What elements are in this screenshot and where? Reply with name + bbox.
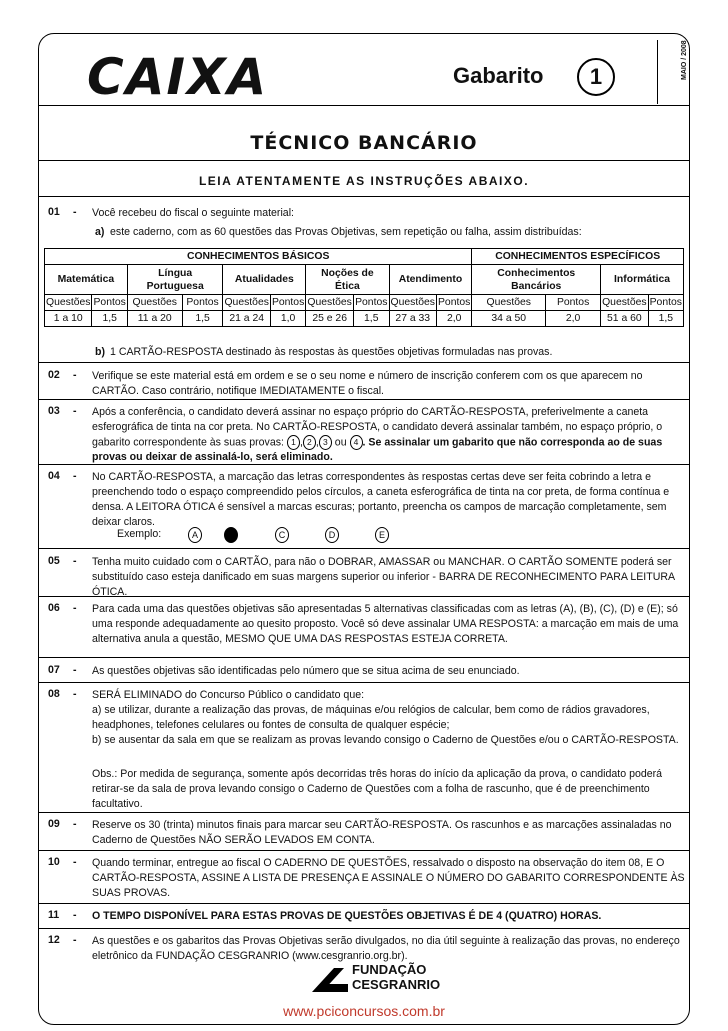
pontos-value: 1,5: [182, 311, 223, 327]
header-rule: [38, 105, 690, 106]
gabarito-bubble: 1: [287, 435, 300, 450]
item-12-text: As questões e os gabaritos das Provas Objetivas serão divulgados, no dia útil seguinte à realização das provas, no endereço eletrônico da FUNDAÇÃO CESGRANRIO (www.cesgranrio.org.br).: [92, 935, 680, 962]
item-03-text: Após a conferência, o candidato deverá assinar no espaço próprio do CARTÃO-RESPOSTA, preferivelmente a caneta esferográfica de tinta na cor preta. No CARTÃO-RESPOSTA, o candidato deverá assinalar também, no espaço próprio, o: [92, 406, 663, 433]
item-number: 09: [48, 818, 60, 830]
item-number: 12: [48, 934, 60, 946]
subject-header: Informática: [601, 265, 684, 295]
title-rule: [38, 160, 690, 161]
pontos-value: 1,5: [648, 311, 683, 327]
col-questoes: Questões: [127, 295, 182, 311]
example-bubble-c: C: [275, 527, 289, 543]
pontos-value: 1,0: [270, 311, 305, 327]
item-07-text: As questões objetivas são identificadas pelo número que se situa acima de seu enunciado.: [92, 665, 520, 677]
rule: [38, 399, 690, 400]
item-number: 05: [48, 555, 60, 567]
distribution-table: [44, 248, 684, 327]
item-08a-text: a) se utilizar, durante a realização das provas, de máquinas e/ou relógios de calcular, bem como de rádios gravadores, headphones, telefones celulares ou fontes de consulta de qualquer espécie;: [92, 704, 650, 731]
rule: [38, 812, 690, 813]
org-line2: CESGRANRIO: [352, 977, 441, 992]
gabarito-label: Gabarito: [453, 63, 544, 88]
rule: [38, 596, 690, 597]
item-10-text: Quando terminar, entregue ao fiscal O CADERNO DE QUESTÕES, ressalvado o disposto na observação do item 08, E O CARTÃO-RESPOSTA, ASSINE A LISTA DE PRESENÇA E ASSINALE O NÚMERO DO GABARITO CORRESPONDENTE ÀS SUAS PROVAS.: [92, 857, 685, 899]
date-label: MAIO / 2008: [681, 40, 688, 80]
col-pontos: Pontos: [437, 295, 472, 311]
page-title: TÉCNICO BANCÁRIO: [250, 132, 478, 154]
item-04-text: No CARTÃO-RESPOSTA, a marcação das letras correspondentes às respostas certas deve ser feita cobrindo a letra e preenchendo todo o espaço compreendido pelos círculos, a caneta esferográfica de tinta na cor preta, de forma contínua e densa. A LEITORA ÓTICA é sensível a marcas escuras; portanto, preencha os campos de marcação completamente, sem deixar claros.: [92, 471, 670, 528]
col-pontos: Pontos: [648, 295, 683, 311]
item-number: 03: [48, 405, 60, 417]
item-03-gabarito-text: gabarito correspondente às suas provas:: [92, 436, 284, 449]
item-01b-text: 1 CARTÃO-RESPOSTA destinado às respostas às questões objetivas formuladas nas provas.: [110, 346, 553, 358]
subject-header: Conhecimentos Bancários: [472, 265, 601, 295]
subject-header: Matemática: [45, 265, 128, 295]
rule: [38, 903, 690, 904]
item-number: 10: [48, 856, 60, 868]
footer-url[interactable]: www.pciconcursos.com.br: [283, 1003, 445, 1019]
item-dash: -: [73, 555, 77, 567]
item-dash: -: [73, 818, 77, 830]
rule: [38, 657, 690, 658]
pontos-value: 2,0: [546, 311, 601, 327]
item-dash: -: [73, 470, 77, 482]
rule: [38, 850, 690, 851]
pontos-value: 1,5: [92, 311, 127, 327]
col-questoes: Questões: [601, 295, 648, 311]
subject-header: Noções de Ética: [306, 265, 389, 295]
org-line1: FUNDAÇÃO: [352, 962, 427, 977]
item-03-gabarito-line: gabarito correspondente às suas provas: 1 , 2 , 3 ou 4 . Se assinalar um gabarito que não corresponda ao de suas provas ou deixar de assinalá-lo, será eliminado.: [92, 436, 663, 464]
item-dash: -: [73, 405, 77, 417]
instructions-rule: [38, 196, 690, 197]
item-08b-text: b) se ausentar da sala em que se realizam as provas levando consigo o Caderno de Questões e/ou o CARTÃO-RESPOSTA.: [92, 734, 679, 746]
item-01a-text: este caderno, com as 60 questões das Provas Objetivas, sem repetição ou falha, assim distribuídas:: [110, 226, 582, 238]
rule: [38, 464, 690, 465]
questoes-range: 27 a 33: [389, 311, 436, 327]
item-number: 01: [48, 206, 60, 218]
item-number: 06: [48, 602, 60, 614]
rule: [38, 362, 690, 363]
item-dash: -: [73, 369, 77, 381]
col-pontos: Pontos: [92, 295, 127, 311]
questoes-range: 25 e 26: [306, 311, 354, 327]
item-number: 04: [48, 470, 60, 482]
item-02-text: Verifique se este material está em ordem e se o seu nome e número de inscrição conferem com os que aparecem no CARTÃO. Caso contrário, notifique IMEDIATAMENTE o fiscal.: [92, 370, 643, 397]
questoes-range: 21 a 24: [223, 311, 270, 327]
group-specific: CONHECIMENTOS ESPECÍFICOS: [472, 249, 684, 265]
item-dash: -: [73, 856, 77, 868]
item-dash: -: [73, 206, 77, 218]
subject-header: Atendimento: [389, 265, 472, 295]
col-questoes: Questões: [389, 295, 436, 311]
item-dash: -: [73, 934, 77, 946]
item-09-text: Reserve os 30 (trinta) minutos finais para marcar seu CARTÃO-RESPOSTA. Os rascunhos e as marcações assinaladas no Caderno de Questões NÃO SERÃO LEVADOS EM CONTA.: [92, 819, 672, 846]
col-pontos: Pontos: [354, 295, 390, 311]
item-01b-label: b): [95, 346, 105, 358]
col-pontos: Pontos: [182, 295, 223, 311]
item-number: 11: [48, 909, 60, 921]
item-08-obs: Obs.: Por medida de segurança, somente após decorridas três horas do início da aplicação da prova, o candidato poderá retirar-se da sala de prova levando consigo o Caderno de Questões com a folha de rascunho, que é de preenchimento facultativo.: [92, 768, 663, 810]
rule: [38, 682, 690, 683]
item-number: 07: [48, 664, 60, 676]
col-pontos: Pontos: [546, 295, 601, 311]
example-bubble-a: A: [188, 527, 202, 543]
item-11-text: O TEMPO DISPONÍVEL PARA ESTAS PROVAS DE QUESTÕES OBJETIVAS É DE 4 (QUATRO) HORAS.: [92, 910, 602, 922]
questoes-range: 11 a 20: [127, 311, 182, 327]
gabarito-number: 1: [577, 58, 615, 96]
col-questoes: Questões: [472, 295, 546, 311]
item-number: 08: [48, 688, 60, 700]
item-05-text: Tenha muito cuidado com o CARTÃO, para não o DOBRAR, AMASSAR ou MANCHAR. O CARTÃO SOMENTE poderá ser substituído caso esteja danificado em suas margens superior ou inferior - BARRA DE RECONHECIMENTO PARA LEITURA ÓTICA.: [92, 556, 675, 598]
col-questoes: Questões: [306, 295, 354, 311]
rule: [38, 928, 690, 929]
questoes-range: 34 a 50: [472, 311, 546, 327]
example-bubble-filled: [224, 527, 238, 543]
item-03-ou: ou: [334, 436, 347, 449]
col-questoes: Questões: [223, 295, 270, 311]
col-questoes: Questões: [45, 295, 92, 311]
item-06-text: Para cada uma das questões objetivas são apresentadas 5 alternativas classificadas com as letras (A), (B), (C), (D) e (E); só uma responde adequadamente ao quesito proposto. Você só deve assinalar UMA RESPOSTA: a marcação em mais de uma alternativa anula a questão, MESMO QUE UMA DAS RESPOSTAS ESTEJA CORRETA.: [92, 603, 679, 645]
item-01a-label: a): [95, 226, 105, 238]
rule: [38, 548, 690, 549]
item-dash: -: [73, 688, 77, 700]
subject-header: Língua Portuguesa: [127, 265, 223, 295]
pontos-value: 1,5: [354, 311, 390, 327]
col-pontos: Pontos: [270, 295, 305, 311]
caixa-logo: CAIXA: [87, 48, 269, 106]
item-dash: -: [73, 602, 77, 614]
item-03-warning: . Se assinalar um gabarito que não corresponda ao de suas provas ou deixar de assinalá-lo, será eliminado.: [92, 436, 663, 464]
gabarito-bubble: 4: [350, 435, 363, 450]
item-01-text: Você recebeu do fiscal o seguinte material:: [92, 207, 294, 219]
example-bubble-d: D: [325, 527, 339, 543]
gabarito-bubble: 2: [303, 435, 316, 450]
example-bubble-e: E: [375, 527, 389, 543]
header-divider: [657, 40, 658, 104]
gabarito-bubble: 3: [319, 435, 332, 450]
item-dash: -: [73, 664, 77, 676]
questoes-range: 1 a 10: [45, 311, 92, 327]
exemplo-label: Exemplo:: [117, 528, 162, 540]
group-basic: CONHECIMENTOS BÁSICOS: [45, 249, 472, 265]
item-08-text: SERÁ ELIMINADO do Concurso Público o candidato que:: [92, 689, 365, 701]
item-number: 02: [48, 369, 60, 381]
instructions-heading: LEIA ATENTAMENTE AS INSTRUÇÕES ABAIXO.: [198, 174, 530, 188]
pontos-value: 2,0: [437, 311, 472, 327]
item-dash: -: [73, 909, 77, 921]
subject-header: Atualidades: [223, 265, 306, 295]
cesgranrio-arrow-icon: [310, 962, 350, 996]
questoes-range: 51 a 60: [601, 311, 648, 327]
